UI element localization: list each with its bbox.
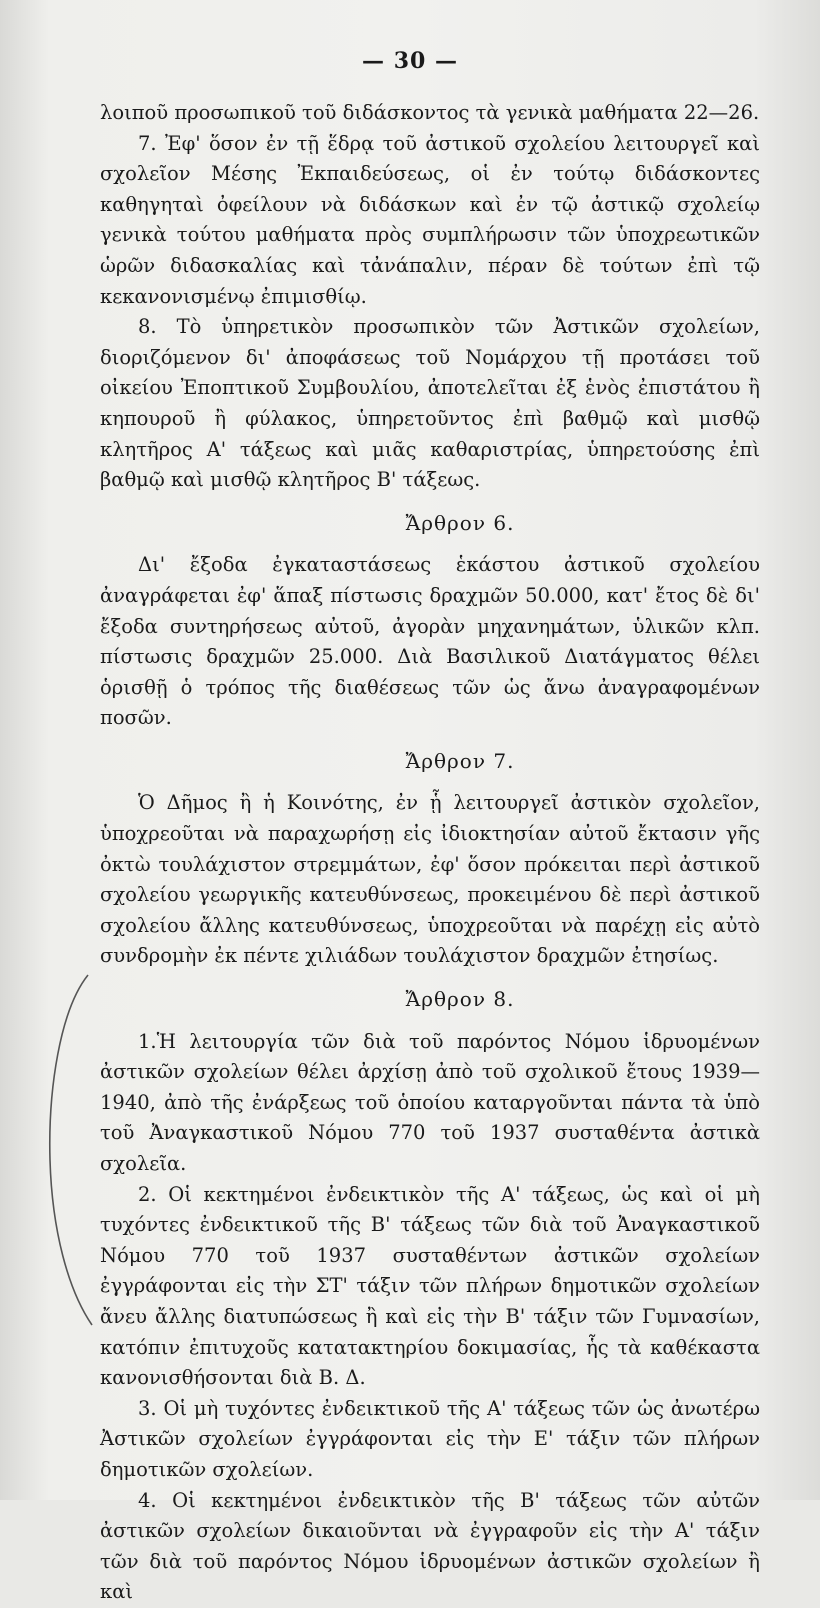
article-8-heading: Ἄρθρον 8.: [405, 987, 515, 1012]
paragraph-7: 7. Ἐφ' ὅσον ἐν τῇ ἕδρᾳ τοῦ ἀστικοῦ σχολείου λειτουργεῖ καὶ σχολεῖον Μέσης Ἐκπαιδεύσεως, οἱ ἐν τούτῳ διδάσκοντες καθηγηταὶ ὀφείλουν νὰ διδάσκων καὶ ἐν τῷ ἀστικῷ σχολείῳ γενικὰ τούτου μαθήματα πρὸς συμπλήρωσιν τῶν ὑποχρεωτικῶν ὡρῶν διδασκαλίας καὶ τἀνάπαλιν, πέραν δὲ τούτων ἐπὶ τῷ κεκανονισμένῳ ἐπιμισθίῳ.: [100, 131, 760, 308]
article-8-paragraph-3: 3. Οἱ μὴ τυχόντες ἐνδεικτικοῦ τῆς Α' τάξεως τῶν ὡς ἀνωτέρω Ἀστικῶν σχολείων ἐγγράφονται εἰς τὴν Ε' τάξιν τῶν πλήρων δημοτικῶν σχολείων.: [100, 1396, 760, 1481]
article-7-paragraph: Ὁ Δῆμος ἢ ἡ Κοινότης, ἐν ᾗ λειτουργεῖ ἀστικὸν σχολεῖον, ὑποχρεοῦται νὰ παραχωρήσῃ εἰς ἰδιοκτησίαν αὐτοῦ ἔκτασιν γῆς ὀκτὼ τουλάχιστον στρεμμάτων, ἐφ' ὅσον πρόκειται περὶ ἀστικοῦ σχολείου γεωργικῆς κατευθύνσεως, προκειμένου δὲ περὶ ἀστικοῦ σχολείου ἄλλης κατευθύνσεως, ὑποχρεοῦται νὰ παρέχῃ εἰς αὐτὸ συνδρομὴν ἐκ πέντε χιλιάδων τουλάχιστον δραχμῶν ἐτησίως.: [100, 791, 760, 968]
article-8-paragraph-4: 4. Οἱ κεκτημένοι ἐνδεικτικὸν τῆς Β' τάξεως τῶν αὐτῶν ἀστικῶν σχολείων δικαιοῦνται νὰ ἐγγραφοῦν εἰς τὴν Α' τάξιν τῶν διὰ τοῦ παρόντος Νόμου ἱδρυομένων ἀστικῶν σχολείων ἢ καὶ: [100, 1488, 760, 1604]
article-6-paragraph: Δι' ἔξοδα ἐγκαταστάσεως ἑκάστου ἀστικοῦ σχολείου ἀναγράφεται ἐφ' ἅπαξ πίστωσις δραχμῶν 50.000, κατ' ἔτος δὲ δι' ἔξοδα συντηρήσεως αὐτοῦ, ἀγορὰν μηχανημάτων, ὑλικῶν κλπ. πίστωσις δραχμῶν 25.000. Διὰ Βασιλικοῦ Διατάγματος θέλει ὁρισθῇ ὁ τρόπος τῆς διαθέσεως τῶν ὡς ἄνω ἀναγραφομένων ποσῶν.: [100, 553, 760, 730]
paragraph-continuation: λοιποῦ προσωπικοῦ τοῦ διδάσκοντος τὰ γενικὰ μαθήματα 22—26.: [100, 101, 760, 124]
article-7-heading: Ἄρθρον 7.: [405, 748, 515, 773]
article-6-heading: Ἄρθρον 6.: [405, 510, 515, 535]
document-body: [100, 98, 760, 1608]
page-number: — 30 —: [362, 48, 458, 74]
article-8-paragraph-1: 1.Ἡ λειτουργία τῶν διὰ τοῦ παρόντος Νόμου ἱδρυομένων ἀστικῶν σχολείων θέλει ἀρχίσῃ ἀπὸ τοῦ σχολικοῦ ἔτους 1939—1940, ἀπὸ τῆς ἐνάρξεως τοῦ ὁποίου καταργοῦνται πάντα τὰ ὑπὸ τοῦ Ἀναγκαστικοῦ Νόμου 770 τοῦ 1937 συσταθέντα ἀστικὰ σχολεῖα.: [100, 1029, 760, 1175]
margin-bracket-mark: [40, 970, 100, 1330]
article-8-paragraph-2: 2. Οἱ κεκτημένοι ἐνδεικτικὸν τῆς Α' τάξεως, ὡς καὶ οἱ μὴ τυχόντες ἐνδεικτικοῦ τῆς Β' τάξεως τῶν διὰ τοῦ Ἀναγκαστικοῦ Νόμου 770 τοῦ 1937 συσταθέντων ἀστικῶν σχολείων ἐγγράφονται εἰς τὴν ΣΤ' τάξιν τῶν πλήρων δημοτικῶν σχολείων ἄνευ ἄλλης διατυπώσεως ἢ καὶ εἰς τὴν Β' τάξιν τῶν Γυμνασίων, κατόπιν ἐπιτυχοῦς κατατακτηρίου δοκιμασίας, ἧς τὰ καθέκαστα κανονισθήσονται διὰ Β. Δ.: [100, 1182, 760, 1390]
paragraph-8: 8. Τὸ ὑπηρετικὸν προσωπικὸν τῶν Ἀστικῶν σχολείων, διοριζόμενον δι' ἀποφάσεως τοῦ Νομάρχου τῇ προτάσει τοῦ οἰκείου Ἐποπτικοῦ Συμβουλίου, ἀποτελεῖται ἐξ ἑνὸς ἐπιστάτου ἢ κηπουροῦ ἢ φύλακος, ὑπηρετοῦντος ἐπὶ βαθμῷ καὶ μισθῷ κλητῆρος Α' τάξεως καὶ μιᾶς καθαριστρίας, ὑπηρετούσης ἐπὶ βαθμῷ καὶ μισθῷ κλητῆρος Β' τάξεως.: [100, 315, 760, 492]
